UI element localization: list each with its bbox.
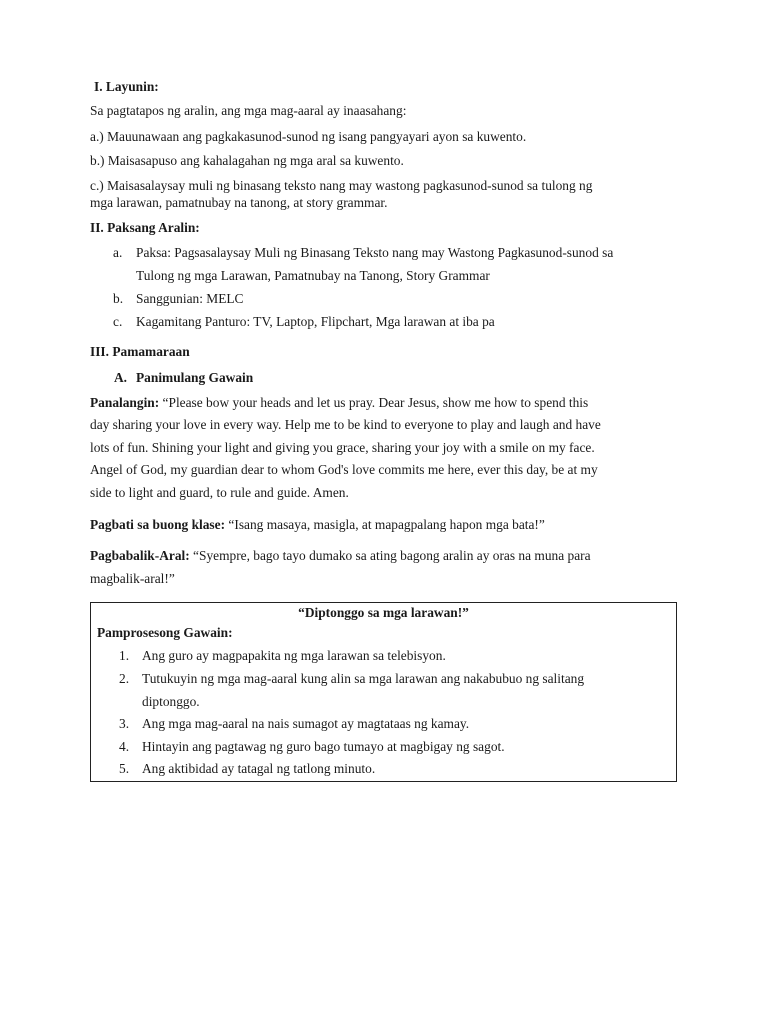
subheading-marker: A.: [114, 370, 128, 385]
review-line-1: Pagbabalik-Aral: “Syempre, bago tayo dumako sa ating bagong aralin ay oras na muna para: [90, 548, 591, 563]
objectives-intro: Sa pagtatapos ng aralin, ang mga mag-aaral ay inaasahang:: [90, 103, 407, 118]
prayer-line-5: side to light and guard, to rule and guide. Amen.: [90, 485, 349, 500]
item-marker-b: b.: [113, 291, 124, 306]
step-text: Ang aktibidad ay tatagal ng tatlong minuto.: [142, 761, 376, 776]
activity-label: Pamprosesong Gawain:: [97, 625, 233, 640]
item-sanggunian: Sanggunian: MELC: [136, 291, 244, 306]
step-text-continued: diptonggo.: [142, 694, 200, 709]
greeting-line: Pagbati sa buong klase: “Isang masaya, masigla, at mapagpalang hapon mga bata!”: [90, 517, 545, 532]
prayer-line-4: Angel of God, my guardian dear to whom God's love commits me here, ever this day, be at my: [90, 462, 598, 477]
prayer-label: Panalangin:: [90, 395, 160, 410]
step-text: Ang mga mag-aaral na nais sumagot ay magtataas ng kamay.: [142, 716, 470, 731]
objective-a: a.) Mauunawaan ang pagkakasunod-sunod ng isang pangyayari ayon sa kuwento.: [90, 129, 527, 144]
heading-paksang-aralin: II. Paksang Aralin:: [90, 220, 200, 235]
item-marker-a: a.: [113, 245, 123, 260]
step-number: 1.: [119, 648, 130, 663]
activity-box: [90, 602, 677, 782]
step-number: 5.: [119, 761, 130, 776]
step-text: Ang guro ay magpapakita ng mga larawan sa telebisyon.: [142, 648, 446, 663]
objective-b: b.) Maisasapuso ang kahalagahan ng mga aral sa kuwento.: [90, 153, 404, 168]
item-marker-c: c.: [113, 314, 123, 329]
activity-title: “Diptonggo sa mga larawan!”: [298, 605, 469, 620]
objective-c: c.) Maisasalaysay muli ng binasang teksto nang may wastong pagkasunod-sunod sa tulong ng: [90, 178, 593, 193]
item-paksa: Paksa: Pagsasalaysay Muli ng Binasang Teksto nang may Wastong Pagkasunod-sunod sa: [136, 245, 614, 260]
item-paksa-continued: Tulong ng mga Larawan, Pamatnubay na Tanong, Story Grammar: [136, 268, 490, 283]
step-text: Tutukuyin ng mga mag-aaral kung alin sa mga larawan ang nakabubuo ng salitang: [142, 671, 585, 686]
objective-c-continued: mga larawan, pamatnubay na tanong, at story grammar.: [90, 195, 388, 210]
prayer-line-2: day sharing your love in every way. Help me to be kind to everyone to play and laugh and have: [90, 417, 601, 432]
step-number: 4.: [119, 739, 130, 754]
heading-layunin: I. Layunin:: [94, 79, 159, 94]
prayer-line-3: lots of fun. Shining your light and giving you grace, sharing your joy with a smile on my face.: [90, 440, 595, 455]
review-label: Pagbabalik-Aral:: [90, 548, 190, 563]
greeting-label: Pagbati sa buong klase:: [90, 517, 226, 532]
heading-pamamaraan: III. Pamamaraan: [90, 344, 190, 359]
step-number: 3.: [119, 716, 130, 731]
review-line-2: magbalik-aral!”: [90, 571, 175, 586]
prayer-line-1: Panalangin: “Please bow your heads and let us pray. Dear Jesus, show me how to spend this: [90, 395, 589, 410]
step-number: 2.: [119, 671, 130, 686]
item-kagamitan: Kagamitang Panturo: TV, Laptop, Flipchart, Mga larawan at iba pa: [136, 314, 495, 329]
subheading-panimulang-gawain: Panimulang Gawain: [136, 370, 254, 385]
step-text: Hintayin ang pagtawag ng guro bago tumayo at magbigay ng sagot.: [142, 739, 505, 754]
